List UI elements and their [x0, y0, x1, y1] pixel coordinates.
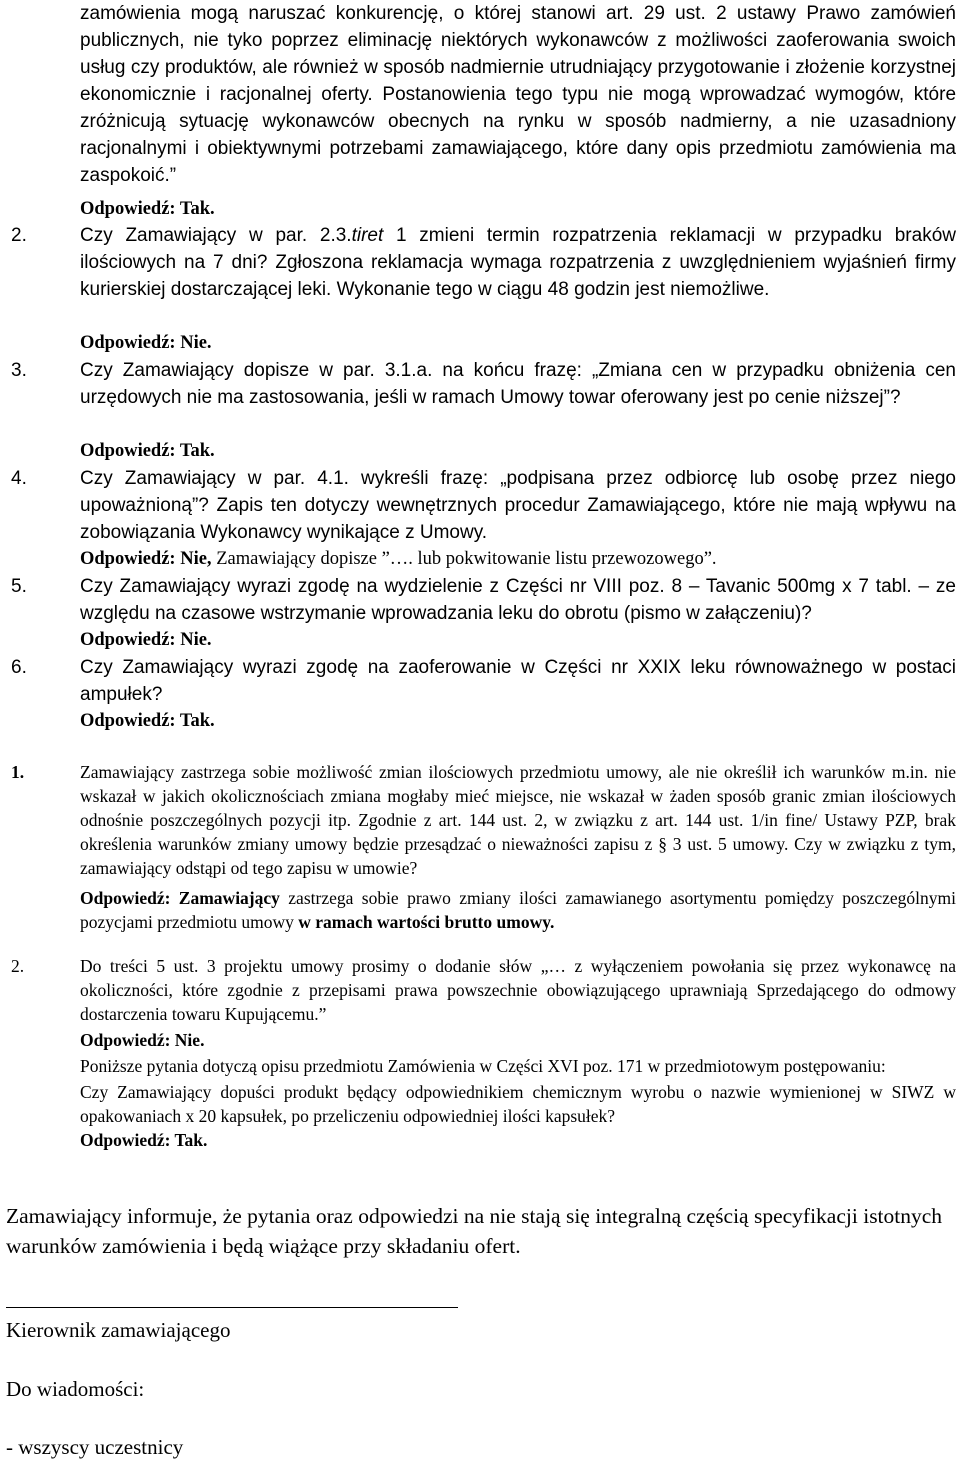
- question-3: 3. Czy Zamawiający dopisze w par. 3.1.a. na końcu frazę: „Zmiana cen w przypadku obniżenia cen urzędowych nie ma zastosowania, jeśli w ramach Umowy towar oferowany jest po cenie niższej”?: [80, 357, 956, 411]
- question-6-number: 6.: [11, 657, 27, 678]
- intro-paragraph: [80, 0, 956, 189]
- section2-question-2-answer: Odpowiedź: Nie.: [80, 1030, 205, 1050]
- question-4-answer: Odpowiedź: Nie, Zamawiający dopisze ”…. lub pokwitowanie listu przewozowego”.: [80, 549, 717, 569]
- question-5-answer: Odpowiedź: Nie.: [80, 630, 212, 650]
- section2-question-2-number: 2.: [11, 956, 25, 976]
- section2-question-1-answer: Odpowiedź: Zamawiający zastrzega sobie prawo zmiany ilości zamawianego asortymentu pomiędzy poszczególnymi pozycjami przedmiotu umowy w ramach wartości brutto umowy.: [80, 888, 956, 932]
- question-3-answer: Odpowiedź: Tak.: [80, 441, 215, 461]
- question-6: 6. Czy Zamawiający wyrazi zgodę na zaoferowanie w Części nr XXIX leku równoważnego w postaci ampułek?: [80, 654, 956, 708]
- question-2: 2. Czy Zamawiający w par. 2.3.tiret 1 zmieni termin rozpatrzenia reklamacji w przypadku braków ilościowych na 7 dni? Zgłoszona reklamacja wymaga rozpatrzenia z uwzględnieniem wyjaśnień firmy kurierskiej dostarczającej leki. Wykonanie tego w ciągu 48 godzin jest niemożliwe.: [80, 222, 956, 303]
- section2-question-1: 1. Zamawiający zastrzega sobie możliwość zmian ilościowych przedmiotu umowy, ale nie określił ich warunków m.in. nie wskazał w jakich okolicznościach zmiana mogłaby mieć miejsce, nie wskazał w żaden sposób granic zmian ilościowych odnośnie poszczególnych pozycji itp. Zgodnie z art. 144 ust. 2, w związku z art. 144 ust. 1/in fine/ Ustawy PZP, brak określenia warunków zmiany umowy będzie przesądzać o nieważności zapisu z § 3 ust. 5 umowy. Czy w związku z tym, zamawiający odstąpi od tego zapisu w umowie? Odpowiedź: Zamawiający zastrzega sobie prawo zmiany ilości zamawianego asortymentu pomiędzy poszczególnymi pozycjami przedmiotu umowy w ramach wartości brutto umowy.: [11, 762, 956, 932]
- signature-line: [6, 1307, 458, 1308]
- signature-title: Kierownik zamawiającego: [6, 1318, 231, 1342]
- question-4: 4. Czy Zamawiający w par. 4.1. wykreśli frazę: „podpisana przez odbiorcę lub osobę przez niego upoważnioną”? Zapis ten dotyczy wewnętrznych procedur Zamawiającego, które nie mają wpływu na zobowiązania Wykonawcy wynikające z Umowy.: [80, 465, 956, 546]
- question-4-number: 4.: [11, 468, 27, 489]
- section2-capsule-question: Czy Zamawiający dopuści produkt będący odpowiednikiem chemicznym wyrobu o nazwie wymienionej w SIWZ w opakowaniach x 20 kapsułek, po przeliczeniu odpowiedniej ilości kapsułek?: [80, 1082, 956, 1126]
- question-2-number: 2.: [11, 225, 27, 246]
- question-3-number: 3.: [11, 360, 27, 381]
- question-5-number: 5.: [11, 576, 27, 597]
- cc-recipients: - wszyscy uczestnicy: [6, 1435, 184, 1459]
- section2-note: Poniższe pytania dotyczą opisu przedmiotu Zamówienia w Części XVI poz. 171 w przedmiotowym postępowaniu:: [80, 1056, 886, 1076]
- question-6-answer: Odpowiedź: Tak.: [80, 711, 215, 731]
- cc-label: Do wiadomości:: [6, 1377, 145, 1401]
- question-5: 5. Czy Zamawiający wyrazi zgodę na wydzielenie z Części nr VIII poz. 8 – Tavanic 500mg x 7 tabl. – ze względu na czasowe wstrzymanie wprowadzania leku do obrotu (pismo w załączeniu)?: [80, 573, 956, 627]
- question-2-answer: Odpowiedź: Nie.: [80, 333, 212, 353]
- section2-question-2: 2. Do treści 5 ust. 3 projektu umowy prosimy o dodanie słów „… z wyłączeniem powołania się przez wykonawcę na okoliczności, które zgodnie z przepisami prawa powszechnie obowiązującego uprawniają Sprzedającego do odmowy dostarczenia towaru Kupującemu.” Odpowiedź: Nie. Poniższe pytania dotyczą opisu przedmiotu Zamówienia w Części XVI poz. 171 w przedmiotowym postępowaniu: Czy Zamawiający dopuści produkt będący odpowiednikiem chemicznym wyrobu o nazwie wymienionej w SIWZ w opakowaniach x 20 kapsułek, po przeliczeniu odpowiedniej ilości kapsułek? Odpowiedź: Tak.: [11, 956, 956, 1150]
- intro-text-1: zamówienia mogą naruszać konkurencję, o której stanowi art. 29 ust. 2 ustawy Prawo zamówień publicznych, nie tyko poprzez eliminację niektórych wykonawców z możliwości zaoferowania swoich usług czy produktów, ale również w sposób nadmiernie utrudniający przygotowanie i złożenie korzystnej ekonomicznie i racjonalnej oferty.: [80, 3, 956, 105]
- intro-answer: Odpowiedź: Tak.: [80, 199, 215, 219]
- section2-question-1-number: 1.: [11, 762, 25, 782]
- section2-capsule-answer: Odpowiedź: Tak.: [80, 1130, 208, 1150]
- intro-text-2: Postanowienia tego typu nie mogą wprowadzać wymogów, które zróżnicują sytuację wykonawców obecnych na rynku w sposób nadmierny, a nie uzasadniony racjonalnymi i obiektywnymi potrzebami zamawiającego, które dany opis przedmiotu zamówienia ma zaspokoić.”: [80, 84, 957, 186]
- closing-statement: Zamawiający informuje, że pytania oraz odpowiedzi na nie stają się integralną częścią specyfikacji istotnych warunków zamówienia i będą wiążące przy składaniu ofert.: [6, 1204, 943, 1258]
